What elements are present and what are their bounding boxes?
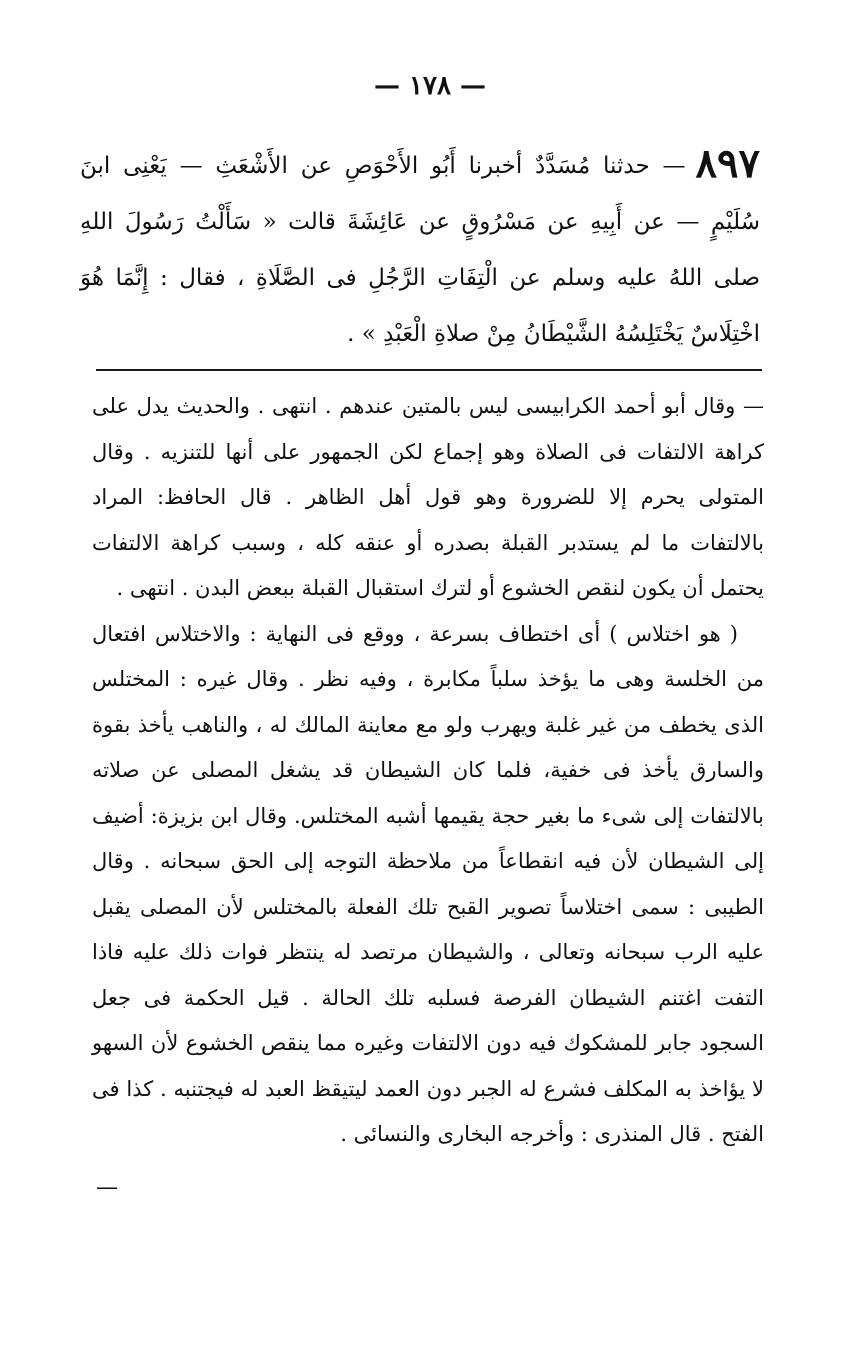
hadith-text: — حدثنا مُسَدَّدٌ أخبرنا أَبُو الأَحْوَصِ عن الأَشْعَثِ — يَعْنِى ابنَ سُلَيْمٍ — عن أَبِيهِ عن مَسْرُوقٍ عن عَائِشَةَ قالت « سَأَلْتُ رَسُولَ اللهِ صلى اللهُ عليه وسلم عن الْتِفَاتِ الرَّجُلِ فى الصَّلَاةِ ، فقال : إِنَّمَا هُوَ اخْتِلَاسٌ يَخْتَلِسُهُ الشَّيْطَانُ مِنْ صلاةِ الْعَبْدِ » . [80,153,760,347]
page-number: — ١٧٨ — [373,71,487,101]
commentary-block [92,384,764,1158]
continuation-dash: — [96,1175,118,1200]
commentary-paragraph-2 [92,612,764,1158]
commentary-paragraph-1: — وقال أبو أحمد الكرابيسى ليس بالمتين عندهم . انتهى . والحديث يدل على كراهة الالتفات فى الصلاة وهو إجماع لكن الجمهور على أنها للتنزيه . وقال المتولى يحرم إلا للضرورة وهو قول أهل الظاهر . قال الحافظ: المراد بالالتفات ما لم يستدبر القبلة بصدره أو عنقه كله ، وسبب كراهة الالتفات يحتمل أن يكون لنقص الخشوع أو لترك استقبال القبلة ببعض البدن . انتهى . [92,394,764,600]
commentary-paragraph-2-text: ( هو اختلاس ) أى اختطاف بسرعة ، ووقع فى النهاية : والاختلاس افتعال من الخلسة وهى ما يؤخذ سلباً مكابرة ، وفيه نظر . وقال غيره : المختلس الذى يخطف من غير غلبة ويهرب ولو مع معاينة المالك له ، والناهب يأخذ بقوة والسارق يأخذ فى خفية، فلما كان الشيطان قد يشغل المصلى عن صلاته بالالتفات إلى شىء ما بغير حجة يقيمها أشبه المختلس. وقال ابن بزيزة: أضيف إلى الشيطان لأن فيه انقطاعاً من ملاحظة التوجه إلى الحق سبحانه . وقال الطيبى : سمى اختلاساً تصوير القبح تلك الفعلة بالمختلس لأن المصلى يقبل عليه الرب سبحانه وتعالى ، والشيطان مرتصد له ينتظر فوات ذلك عليه فاذا التفت اغتنم الشيطان الفرصة فسلبه تلك الحالة . قيل الحكمة فى جعل السجود جابر للمشكوك فيه دون الالتفات وغيره مما ينقص الخشوع لأن السهو لا يؤاخذ به المكلف فشرع له الجبر دون العمد ليتيقظ العبد له فيجتنبه . كذا فى الفتح . قال المنذرى : وأخرجه البخارى والنسائى . [92,621,764,1146]
hadith-block [80,136,760,362]
section-divider [96,369,762,371]
hadith-number: ٨٩٧ [695,140,760,187]
